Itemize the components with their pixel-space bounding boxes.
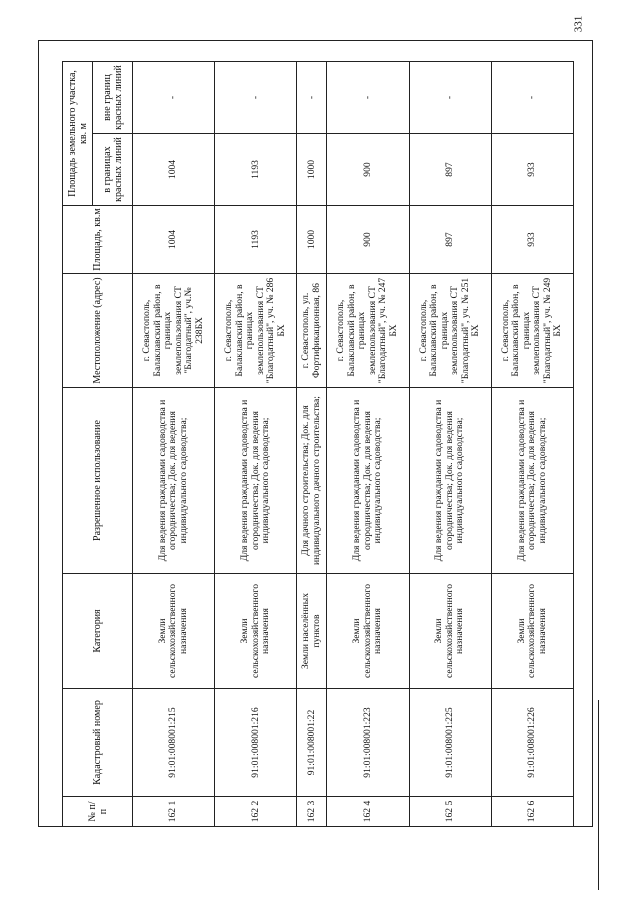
cell-area: 897 [409,206,491,274]
header-row [63,62,93,827]
table-row [297,62,327,827]
cell-cadastral: 91:01:008001:22 [297,689,327,797]
table-row [491,62,573,827]
cell-category: Земли сельскохозяйственного назначения [133,574,215,689]
header-num: № п/п [63,797,133,827]
table-row [133,62,215,827]
cell-area: 1193 [215,206,297,274]
cell-category: Земли сельскохозяйственного назначения [215,574,297,689]
cell-outside: - [409,62,491,134]
cell-cadastral: 91:01:008001:225 [409,689,491,797]
cell-num: 162 4 [327,797,409,827]
cell-usage: Для ведения гражданами садоводства и огородничества; Док. для ведения индивидуального садоводства; [491,388,573,574]
cell-usage: Для ведения гражданами садоводства и огородничества; Док. для ведения индивидуального садоводства; [215,388,297,574]
header-category: Категория [63,574,133,689]
cell-category: Земли сельскохозяйственного назначения [491,574,573,689]
header-area: Площадь, кв.м [63,206,133,274]
cell-area: 1004 [133,206,215,274]
header-usage: Разрешенное использование [63,388,133,574]
header-within: в границах красных линий [93,134,133,206]
cell-outside: - [133,62,215,134]
cell-cadastral: 91:01:008001:215 [133,689,215,797]
cell-cadastral: 91:01:008001:216 [215,689,297,797]
cell-location: г. Севастополь, Балаклавский район, в границах землепользования СТ "Благодатный", уч. № 249 БХ [491,274,573,388]
cell-usage: Для ведения гражданами садоводства и огородничества; Док. для ведения индивидуального садоводства; [133,388,215,574]
cell-location: г. Севастополь, Балаклавский район, в границах землепользования СТ "Благодатный", уч.№ 238БХ [133,274,215,388]
cell-outside: - [491,62,573,134]
cell-num: 162 2 [215,797,297,827]
cell-num: 162 6 [491,797,573,827]
cell-within: 1004 [133,134,215,206]
cell-location: г. Севастополь, Балаклавский район, в границах землепользования СТ "Благодатный", уч. № 286 БХ [215,274,297,388]
cell-within: 900 [327,134,409,206]
cell-cadastral: 91:01:008001:226 [491,689,573,797]
cell-outside: - [297,62,327,134]
page-number: 331 [572,15,585,33]
table-row [409,62,491,827]
header-outside: вне границ красных линий [93,62,133,134]
header-land-area: Площадь земельного участка, кв. м [63,62,93,206]
rotated-table-container [62,62,574,827]
cell-category: Земли сельскохозяйственного назначения [409,574,491,689]
cell-within: 1000 [297,134,327,206]
table-row [215,62,297,827]
bottom-rule [598,700,599,890]
cell-usage: Для ведения гражданами садоводства и огородничества; Док. для ведения индивидуального садоводства; [409,388,491,574]
header-location: Местоположение (адрес) [63,274,133,388]
table-row [327,62,409,827]
cell-num: 162 3 [297,797,327,827]
cell-area: 933 [491,206,573,274]
header-cadastral: Кадастровый номер [63,689,133,797]
cell-area: 1000 [297,206,327,274]
cell-location: г. Севастополь, ул. Фортификационная, 86 [297,274,327,388]
cell-location: г. Севастополь, Балаклавский район, в границах землепользования СТ "Благодатный", уч. № 247 БХ [327,274,409,388]
cell-num: 162 5 [409,797,491,827]
cell-within: 897 [409,134,491,206]
cell-within: 1193 [215,134,297,206]
cell-outside: - [215,62,297,134]
cell-num: 162 1 [133,797,215,827]
cell-usage: Для ведения гражданами садоводства и огородничества; Док. для ведения индивидуального садоводства; [327,388,409,574]
land-plots-table [62,61,574,827]
cell-within: 933 [491,134,573,206]
cell-outside: - [327,62,409,134]
cell-category: Земли населённых пунктов [297,574,327,689]
cell-area: 900 [327,206,409,274]
cell-usage: Для дачного строительства; Док. для индивидуального дачного строительства; [297,388,327,574]
cell-cadastral: 91:01:008001:223 [327,689,409,797]
cell-category: Земли сельскохозяйственного назначения [327,574,409,689]
cell-location: г. Севастополь, Балаклавский район, в границах землепользования СТ "Благодатный", уч. № 251 БХ [409,274,491,388]
